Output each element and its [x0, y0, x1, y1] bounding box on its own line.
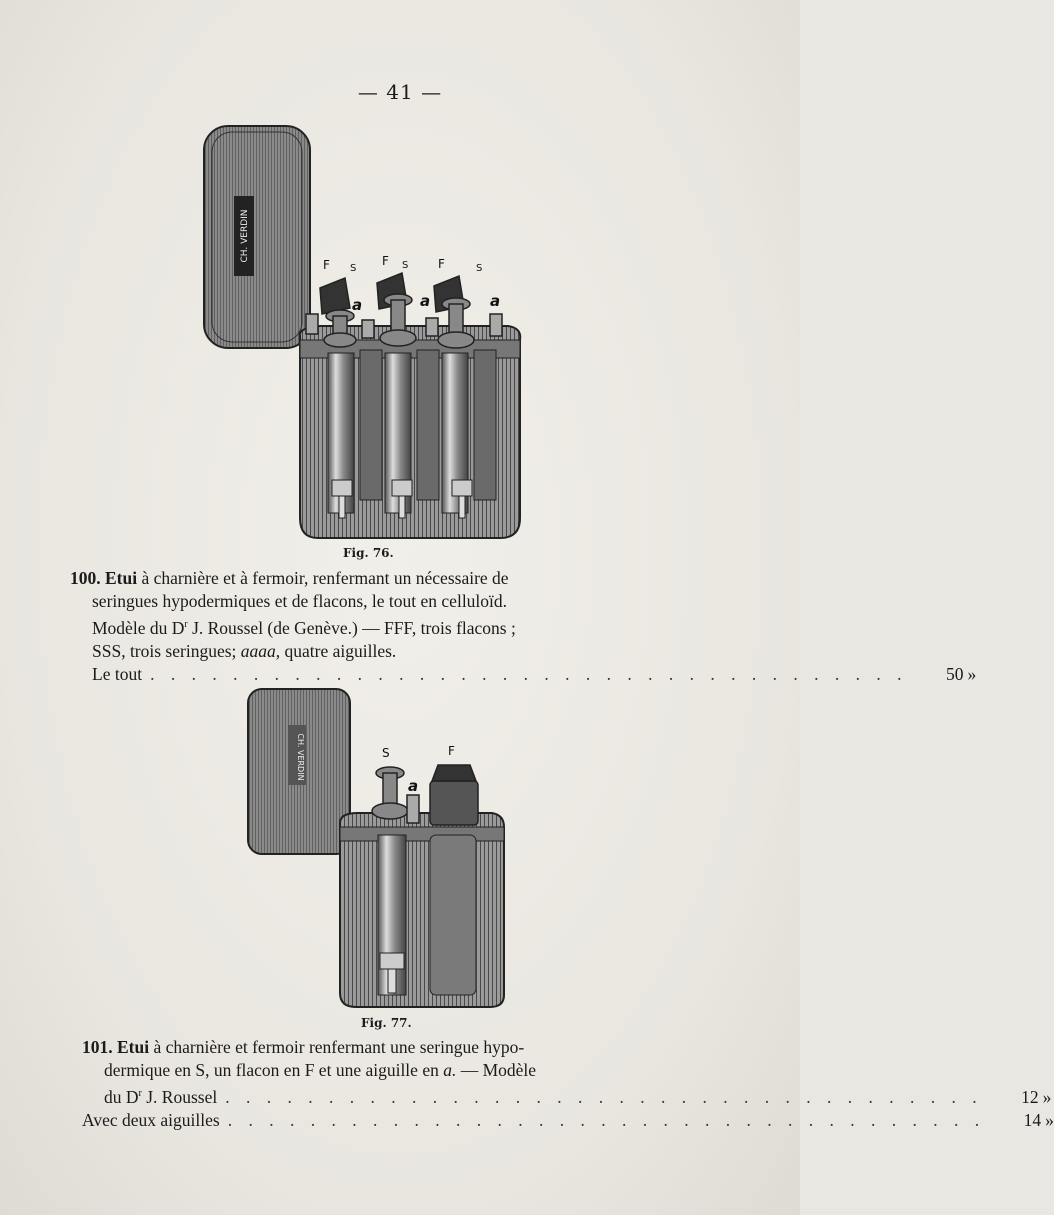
entry-100-total-label: Le tout: [92, 663, 143, 684]
svg-text:S: S: [350, 263, 357, 274]
catalog-entry-100: [70, 567, 977, 686]
entry-101-price-2: 14: [1023, 1109, 1042, 1130]
svg-text:S: S: [476, 263, 483, 274]
svg-text:F: F: [382, 254, 389, 268]
svg-text:S: S: [382, 746, 390, 760]
entry-101-line1: à charnière et fermoir renfermant une seringue hypo-: [153, 1037, 525, 1057]
lid-label: CH. VERDIN: [240, 209, 250, 263]
entry-101-line3: du $D^r$ J. Roussel . . . . . . . . . . . . . . . . . . . . . . . . . . . . . . . . . . . . . 12 »: [104, 1086, 1052, 1107]
svg-text:S: S: [402, 260, 409, 271]
entry-100-title: Etui: [105, 568, 138, 588]
case-lid: [204, 126, 310, 348]
entry-101-line2: dermique en S, un flacon en F et une aiguille en a. — Modèle: [104, 1060, 537, 1080]
figure-76-caption: Fig. 76.: [343, 546, 394, 560]
entry-101-price: 12: [1021, 1086, 1039, 1107]
syringe-tops: [306, 273, 502, 348]
page-number: — 41 —: [357, 80, 443, 104]
entry-101-number: 101.: [82, 1037, 113, 1057]
figure-77-caption: Fig. 77.: [361, 1016, 412, 1030]
entry-101-line4: [82, 1109, 1054, 1132]
figure-77-illustration: [240, 685, 520, 1015]
svg-text:a: a: [420, 292, 431, 310]
entry-101-line4-label: Avec deux aiguilles: [82, 1109, 220, 1130]
entry-100-price-mark: »: [967, 663, 977, 684]
svg-text:a: a: [408, 777, 419, 795]
case-body-2: [340, 813, 504, 1007]
entry-100-total: [70, 663, 977, 686]
lid-label-2: CH. VERDIN: [296, 733, 305, 781]
entry-100-line4: SSS, trois seringues; aaaa, quatre aiguilles.: [92, 640, 397, 661]
entry-100-line1: à charnière et à fermoir, renfermant un nécessaire de: [141, 568, 509, 588]
svg-text:F: F: [323, 258, 330, 272]
entry-100-number: 100.: [70, 568, 101, 588]
svg-text:F: F: [448, 744, 455, 758]
svg-text:a: a: [490, 292, 501, 310]
entry-101-price-mark: »: [1042, 1086, 1052, 1107]
entry-100-line2: seringues hypodermiques et de flacons, le tout en celluloïd.: [92, 591, 508, 611]
case-body: [300, 326, 520, 538]
svg-text:F: F: [438, 257, 445, 271]
entry-100-price: 50: [945, 663, 964, 684]
dot-leader: . . . . . . . . . . . . . . . . . . . . . . . . . . . . . . . . . . . . .: [150, 663, 908, 684]
entry-101-title: Etui: [117, 1037, 150, 1057]
dot-leader: . . . . . . . . . . . . . . . . . . . . . . . . . . . . . . . . . . . . .: [227, 1109, 986, 1130]
figure-76-illustration: [190, 118, 530, 543]
svg-text:a: a: [352, 296, 363, 314]
entry-100-line3: Modèle du $D^r$ J. Roussel (de Genève.) — FFF, trois flacons ;: [92, 617, 516, 638]
entry-101-price-mark-2: »: [1045, 1109, 1054, 1130]
dot-leader: . . . . . . . . . . . . . . . . . . . . . . . . . . . . . . . . . . . . .: [225, 1086, 983, 1107]
catalog-entry-101: [82, 1036, 1054, 1132]
